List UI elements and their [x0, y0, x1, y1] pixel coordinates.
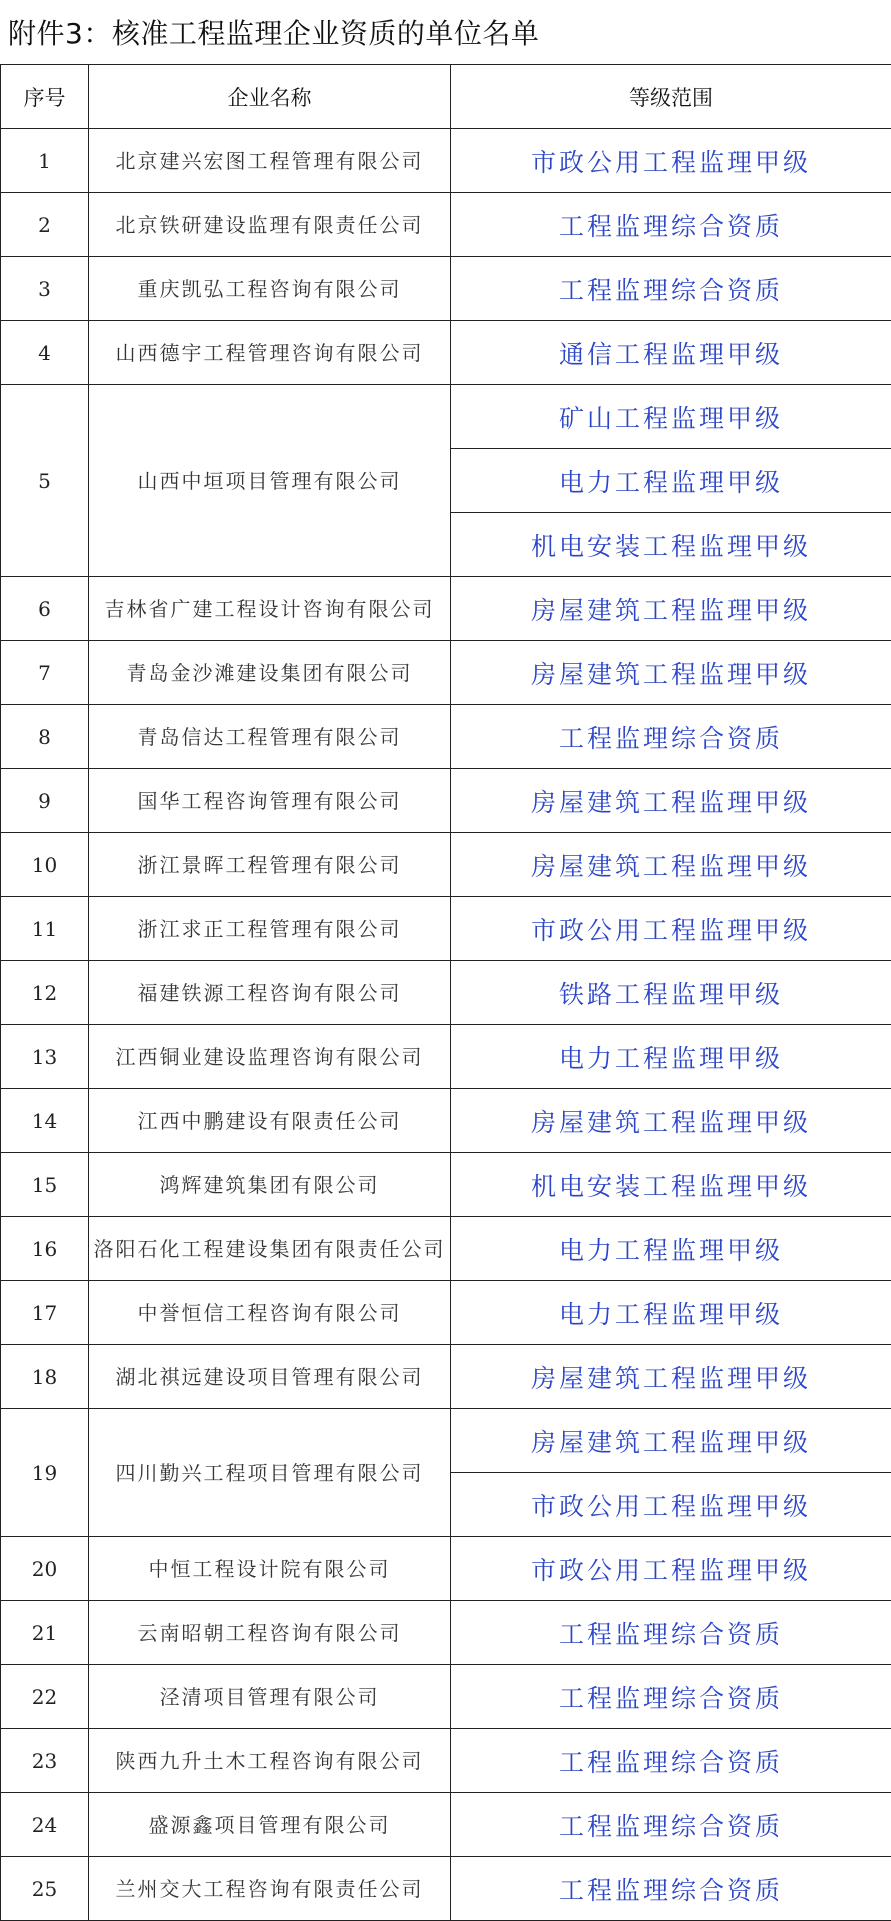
grade-scope: 房屋建筑工程监理甲级 — [451, 769, 891, 833]
grade-scope: 工程监理综合资质 — [451, 257, 891, 321]
company-name: 吉林省广建工程设计咨询有限公司 — [89, 577, 451, 641]
table-row — [1, 1793, 891, 1857]
table-header-row — [1, 65, 891, 129]
grade-scope: 工程监理综合资质 — [451, 1857, 891, 1921]
table-row — [1, 1153, 891, 1217]
row-index: 15 — [1, 1153, 89, 1217]
row-index: 17 — [1, 1281, 89, 1345]
row-index: 2 — [1, 193, 89, 257]
grade-scope: 工程监理综合资质 — [451, 1665, 891, 1729]
table-row — [1, 705, 891, 769]
company-name: 鸿辉建筑集团有限公司 — [89, 1153, 451, 1217]
company-name: 福建铁源工程咨询有限公司 — [89, 961, 451, 1025]
row-index: 10 — [1, 833, 89, 897]
row-index: 12 — [1, 961, 89, 1025]
grade-scope: 市政公用工程监理甲级 — [451, 1537, 891, 1601]
row-index: 24 — [1, 1793, 89, 1857]
row-index: 18 — [1, 1345, 89, 1409]
company-name: 北京铁研建设监理有限责任公司 — [89, 193, 451, 257]
company-name: 山西中垣项目管理有限公司 — [89, 385, 451, 577]
company-name: 青岛信达工程管理有限公司 — [89, 705, 451, 769]
grade-scope: 市政公用工程监理甲级 — [451, 1473, 891, 1537]
table-row — [1, 1217, 891, 1281]
row-index: 9 — [1, 769, 89, 833]
header-index: 序号 — [1, 65, 89, 129]
table-row — [1, 257, 891, 321]
company-name: 洛阳石化工程建设集团有限责任公司 — [89, 1217, 451, 1281]
header-company: 企业名称 — [89, 65, 451, 129]
grade-scope: 电力工程监理甲级 — [451, 1217, 891, 1281]
table-row — [1, 321, 891, 385]
table-row — [1, 1409, 891, 1473]
row-index: 16 — [1, 1217, 89, 1281]
grade-scope: 矿山工程监理甲级 — [451, 385, 891, 449]
grade-scope: 工程监理综合资质 — [451, 1601, 891, 1665]
grade-scope: 机电安装工程监理甲级 — [451, 1153, 891, 1217]
company-name: 盛源鑫项目管理有限公司 — [89, 1793, 451, 1857]
company-name: 浙江景晖工程管理有限公司 — [89, 833, 451, 897]
grade-scope: 铁路工程监理甲级 — [451, 961, 891, 1025]
grade-scope: 工程监理综合资质 — [451, 1729, 891, 1793]
company-name: 国华工程咨询管理有限公司 — [89, 769, 451, 833]
table-row — [1, 641, 891, 705]
company-name: 中誉恒信工程咨询有限公司 — [89, 1281, 451, 1345]
company-name: 江西中鹏建设有限责任公司 — [89, 1089, 451, 1153]
row-index: 6 — [1, 577, 89, 641]
table-row — [1, 1025, 891, 1089]
row-index: 7 — [1, 641, 89, 705]
row-index: 25 — [1, 1857, 89, 1921]
grade-scope: 机电安装工程监理甲级 — [451, 513, 891, 577]
table-row — [1, 1537, 891, 1601]
grade-scope: 市政公用工程监理甲级 — [451, 129, 891, 193]
company-name: 四川勤兴工程项目管理有限公司 — [89, 1409, 451, 1537]
company-name: 北京建兴宏图工程管理有限公司 — [89, 129, 451, 193]
grade-scope: 通信工程监理甲级 — [451, 321, 891, 385]
table-row — [1, 897, 891, 961]
company-name: 泾清项目管理有限公司 — [89, 1665, 451, 1729]
table-row — [1, 1857, 891, 1921]
grade-scope: 房屋建筑工程监理甲级 — [451, 1345, 891, 1409]
row-index: 22 — [1, 1665, 89, 1729]
company-name: 青岛金沙滩建设集团有限公司 — [89, 641, 451, 705]
table-row — [1, 1665, 891, 1729]
table-row — [1, 1345, 891, 1409]
table-row — [1, 577, 891, 641]
row-index: 21 — [1, 1601, 89, 1665]
grade-scope: 市政公用工程监理甲级 — [451, 897, 891, 961]
page-title: 附件3：核准工程监理企业资质的单位名单 — [8, 17, 540, 50]
company-name: 山西德宇工程管理咨询有限公司 — [89, 321, 451, 385]
table-row — [1, 1281, 891, 1345]
grade-scope: 房屋建筑工程监理甲级 — [451, 1409, 891, 1473]
row-index: 8 — [1, 705, 89, 769]
row-index: 1 — [1, 129, 89, 193]
row-index: 20 — [1, 1537, 89, 1601]
table-row — [1, 385, 891, 449]
grade-scope: 电力工程监理甲级 — [451, 1281, 891, 1345]
table-row — [1, 1729, 891, 1793]
company-name: 中恒工程设计院有限公司 — [89, 1537, 451, 1601]
company-name: 云南昭朝工程咨询有限公司 — [89, 1601, 451, 1665]
table-row — [1, 833, 891, 897]
grade-scope: 电力工程监理甲级 — [451, 449, 891, 513]
grade-scope: 房屋建筑工程监理甲级 — [451, 1089, 891, 1153]
company-name: 江西铜业建设监理咨询有限公司 — [89, 1025, 451, 1089]
grade-scope: 工程监理综合资质 — [451, 1793, 891, 1857]
row-index: 11 — [1, 897, 89, 961]
grade-scope: 房屋建筑工程监理甲级 — [451, 577, 891, 641]
row-index: 19 — [1, 1409, 89, 1537]
table-body — [1, 129, 891, 1921]
company-name: 浙江求正工程管理有限公司 — [89, 897, 451, 961]
grade-scope: 房屋建筑工程监理甲级 — [451, 833, 891, 897]
row-index: 13 — [1, 1025, 89, 1089]
table-row — [1, 769, 891, 833]
grade-scope: 电力工程监理甲级 — [451, 1025, 891, 1089]
header-grade: 等级范围 — [451, 65, 891, 129]
table-row — [1, 193, 891, 257]
table-row — [1, 1601, 891, 1665]
table-row — [1, 961, 891, 1025]
company-name: 兰州交大工程咨询有限责任公司 — [89, 1857, 451, 1921]
company-name: 湖北祺远建设项目管理有限公司 — [89, 1345, 451, 1409]
grade-scope: 工程监理综合资质 — [451, 193, 891, 257]
table-row — [1, 1089, 891, 1153]
company-name: 陕西九升土木工程咨询有限公司 — [89, 1729, 451, 1793]
row-index: 23 — [1, 1729, 89, 1793]
row-index: 5 — [1, 385, 89, 577]
row-index: 4 — [1, 321, 89, 385]
grade-scope: 工程监理综合资质 — [451, 705, 891, 769]
row-index: 14 — [1, 1089, 89, 1153]
company-list-table — [0, 64, 891, 1921]
grade-scope: 房屋建筑工程监理甲级 — [451, 641, 891, 705]
company-name: 重庆凯弘工程咨询有限公司 — [89, 257, 451, 321]
table-row — [1, 129, 891, 193]
row-index: 3 — [1, 257, 89, 321]
